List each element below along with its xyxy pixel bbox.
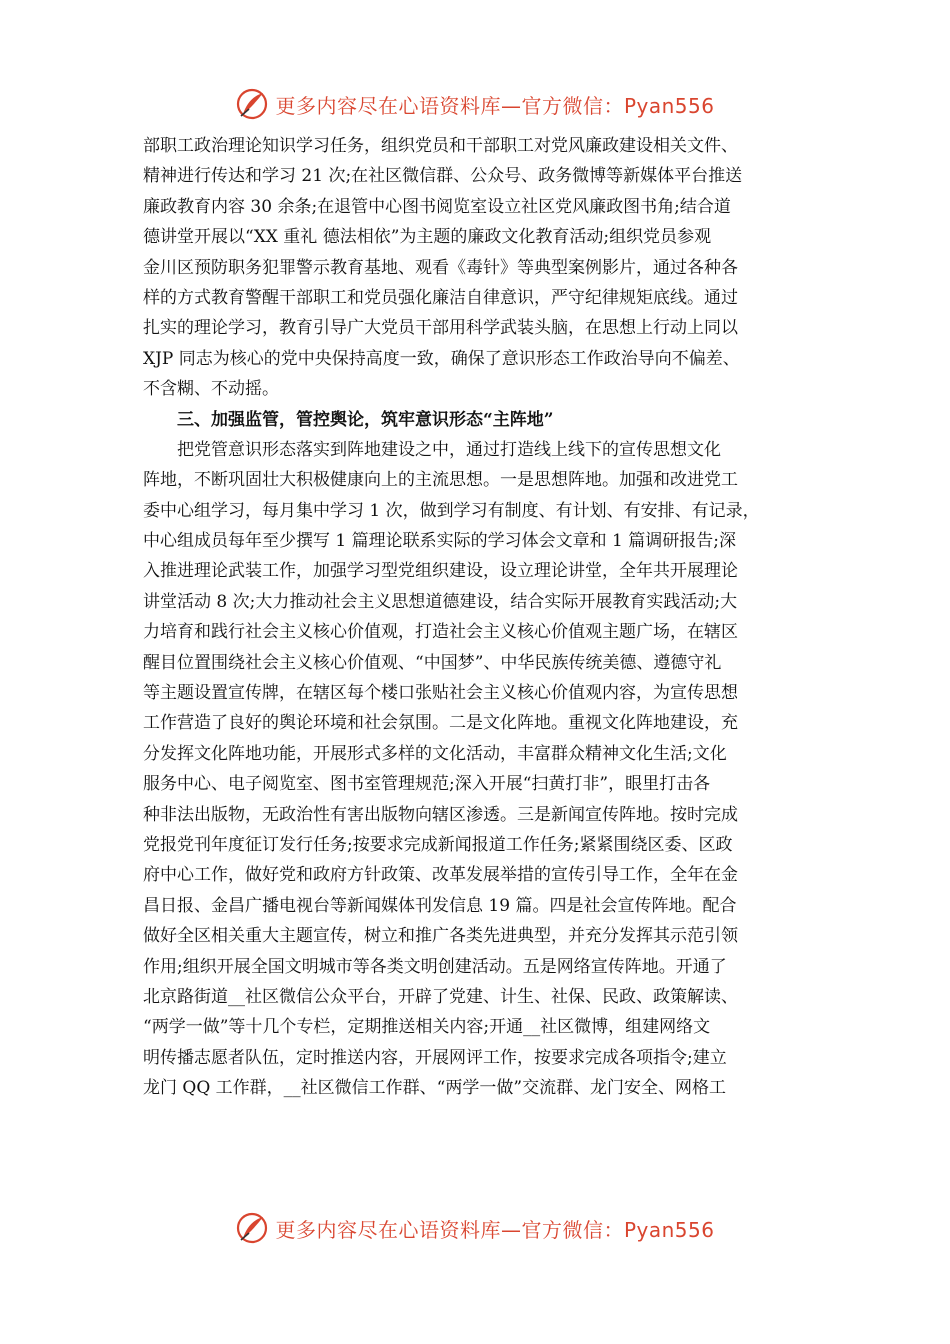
text-line: 分发挥文化阵地功能，开展形式多样的文化活动，丰富群众精神文化生活;文化 [143,743,727,764]
banner-text: 更多内容尽在心语资料库—官方微信：Pyan556 [275,1217,715,1242]
text-line: 种非法出版物，无政治性有害出版物向辖区渗透。三是新闻宣传阵地。按时完成 [143,804,738,825]
footer-banner [0,1206,950,1250]
text-line: 讲堂活动 8 次;大力推动社会主义思想道德建设，结合实际开展教育实践活动;大 [143,591,738,612]
text-line: 扎实的理论学习，教育引导广大党员干部用科学武装头脑，在思想上行动上同以 [143,318,738,339]
quill-logo-icon [235,87,269,121]
text-line: 样的方式教育警醒干部职工和党员强化廉洁自律意识，严守纪律规矩底线。通过 [143,287,738,308]
text-line: 廉政教育内容 30 余条;在退管中心图书阅览室设立社区党风廉政图书角;结合道 [143,196,731,217]
text-line: 不含糊、不动摇。 [143,379,279,400]
text-line: 北京路街道__社区微信公众平台，开辟了党建、计生、社保、民政、政策解读、 [143,986,738,1007]
text-line: 金川区预防职务犯罪警示教育基地、观看《毒针》等典型案例影片，通过各种各 [143,257,738,278]
text-line: 部职工政治理论知识学习任务，组织党员和干部职工对党风廉政建设相关文件、 [143,136,738,156]
text-line: 阵地，不断巩固壮大积极健康向上的主流思想。一是思想阵地。加强和改进党工 [143,470,738,491]
text-line: 中心组成员每年至少撰写 1 篇理论联系实际的学习体会文章和 1 篇调研报告;深 [143,531,736,552]
text-line: 龙门 QQ 工作群，__社区微信工作群、“两学一做”交流群、龙门安全、网格工 [143,1078,727,1099]
banner-text: 更多内容尽在心语资料库—官方微信：Pyan556 [275,93,715,118]
text-line: “两学一做”等十几个专栏，定期推送相关内容;开通__社区微博，组建网络文 [143,1017,711,1038]
text-line: 明传播志愿者队伍，定时推送内容，开展网评工作，按要求完成各项指令;建立 [143,1047,727,1068]
text-line: 工作营造了良好的舆论环境和社会氛围。二是文化阵地。重视文化阵地建设，充 [143,713,738,734]
text-line: 委中心组学习，每月集中学习 1 次，做到学习有制度、有计划、有安排、有记录， [143,500,760,521]
section-heading: 三、加强监管，管控舆论，筑牢意识形态“主阵地” [143,409,554,430]
text-line: 服务中心、电子阅览室、图书室管理规范;深入开展“扫黄打非”，眼里打击各 [143,774,711,795]
text-line: 府中心工作，做好党和政府方针政策、改革发展举措的宣传引导工作，全年在金 [143,865,738,886]
text-line: 作用;组织开展全国文明城市等各类文明创建活动。五是网络宣传阵地。开通了 [143,956,727,977]
header-banner [0,82,950,126]
text-line: 等主题设置宣传牌，在辖区每个楼口张贴社会主义核心价值观内容，为宣传思想 [143,683,738,704]
text-line: 党报党刊年度征订发行任务;按要求完成新闻报道工作任务;紧紧围绕区委、区政 [143,834,733,855]
text-line: 入推进理论武装工作，加强学习型党组织建设，设立理论讲堂，全年共开展理论 [143,561,738,582]
text-line: XJP 同志为核心的党中央保持高度一致，确保了意识形态工作政治导向不偏差、 [143,348,740,369]
text-line: 德讲堂开展以“XX 重礼 德法相依”为主题的廉政文化教育活动;组织党员参观 [143,227,712,248]
document-body [143,131,811,1104]
text-line: 昌日报、金昌广播电视台等新闻媒体刊发信息 19 篇。四是社会宣传阵地。配合 [143,895,737,916]
text-line: 做好全区相关重大主题宣传，树立和推广各类先进典型，并充分发挥其示范引领 [143,926,738,947]
text-line: 把党管意识形态落实到阵地建设之中，通过打造线上线下的宣传思想文化 [143,439,721,460]
text-line: 精神进行传达和学习 21 次;在社区微信群、公众号、政务微博等新媒体平台推送 [143,166,743,187]
text-line: 醒目位置围绕社会主义核心价值观、“中国梦”、中华民族传统美德、遵德守礼 [143,652,722,673]
text-line: 力培育和践行社会主义核心价值观，打造社会主义核心价值观主题广场，在辖区 [143,622,738,643]
quill-logo-icon [235,1211,269,1245]
